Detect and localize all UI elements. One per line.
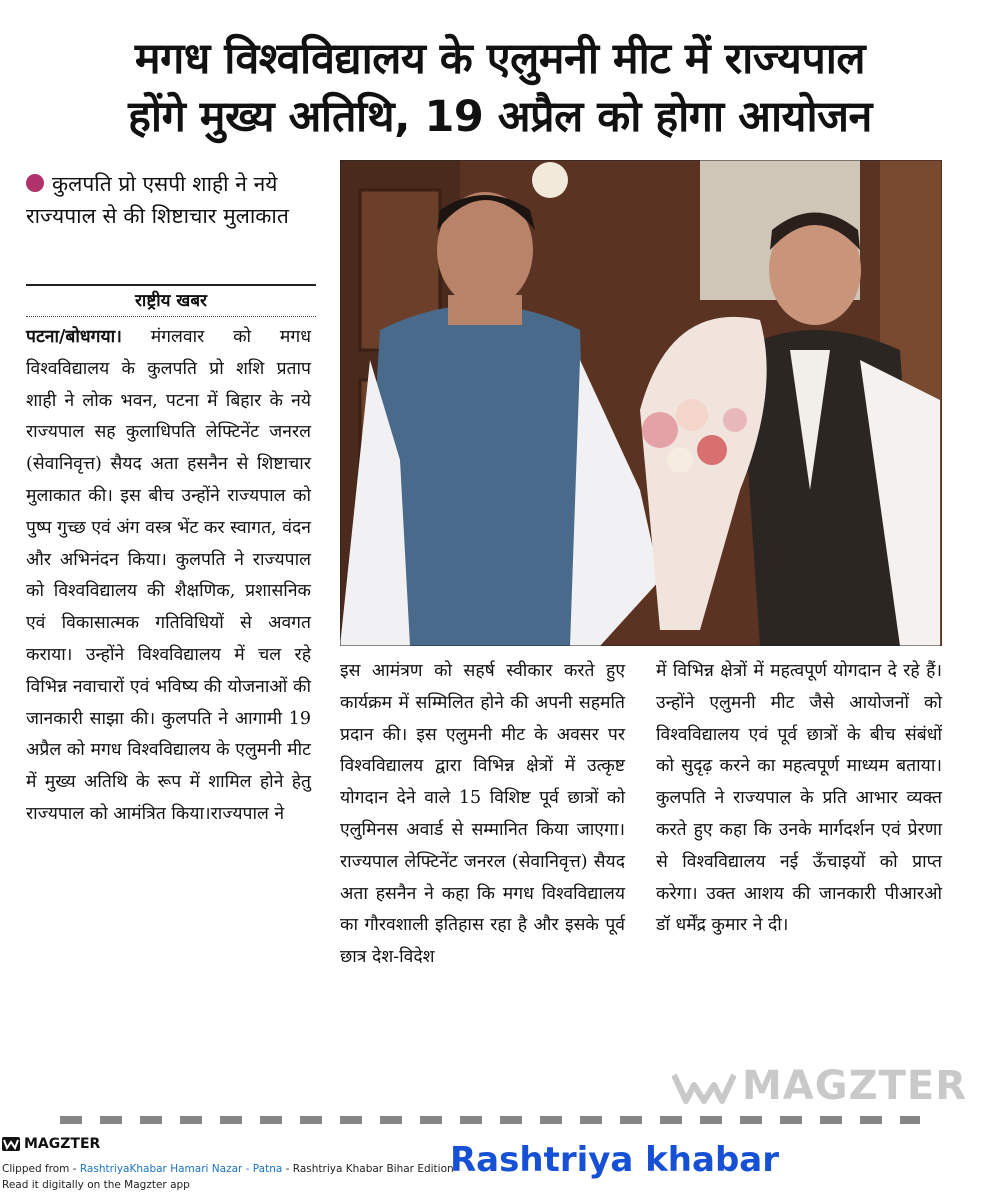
- watermark-text: MAGZTER: [742, 1063, 968, 1109]
- subhead: [26, 168, 316, 232]
- photo-illustration: [340, 160, 942, 646]
- magzter-watermark-icon: [672, 1071, 736, 1105]
- clipped-prefix: Clipped from -: [2, 1163, 80, 1175]
- clipped-source-link[interactable]: RashtriyaKhabar Hamari Nazar - Patna: [79, 1163, 283, 1175]
- dateline: पटना/बोधगया।: [26, 327, 122, 347]
- magzter-logo-icon: [2, 1137, 20, 1151]
- brand-name: Rashtriya khabar: [450, 1140, 779, 1180]
- next-headline-cut: [0, 1108, 1000, 1126]
- news-photo: [340, 160, 942, 646]
- clipped-suffix: - Rashtriya Khabar Bihar Edition: [282, 1163, 454, 1175]
- headline: [0, 30, 1000, 146]
- subhead-text: कुलपति प्रो एसपी शाही ने नये राज्यपाल से की शिष्टाचार मुलाकात: [26, 172, 289, 228]
- magzter-watermark: [672, 1064, 992, 1108]
- bullet-icon: [26, 174, 44, 192]
- clipped-from-line: [2, 1162, 454, 1176]
- cut-text-strip: [60, 1116, 920, 1124]
- headline-line-2: होंगे मुख्य अतिथि, 19 अप्रैल को होगा आयोजन: [128, 92, 872, 142]
- article-column-2: इस आमंत्रण को सहर्ष स्वीकार करते हुए कार्यक्रम में सम्मिलित होने की अपनी सहमति प्रदान की। इस एलुमनी मीट के अवसर पर विश्वविद्यालय द्वारा विभिन्न क्षेत्रों में उत्कृष्ट योगदान देने वाले 15 विशिष्ट पूर्व छात्रों को एलुमिनस अवार्ड से सम्मानित किया जाएगा। राज्यपाल लेफ्टिनेंट जनरल (सेवानिवृत्त) सैयद अता हसनैन ने कहा कि मगध विश्वविद्यालय का गौरवशाली इतिहास रहा है और इसके पूर्व छात्र देश-विदेश: [340, 661, 625, 968]
- read-digitally-line: Read it digitally on the Magzter app: [2, 1179, 190, 1191]
- byline: राष्ट्रीय खबर: [134, 291, 208, 311]
- article-column-3: में विभिन्न क्षेत्रों में महत्वपूर्ण योगदान दे रहे हैं। उन्होंने एलुमनी मीट जैसे आयोजनों को विश्वविद्यालय एवं पूर्व छात्रों के बीच संबंधों को सुदृढ़ करने का महत्वपूर्ण माध्यम बताया। कुलपति ने राज्यपाल के प्रति आभार व्यक्त करते हुए कहा कि उनके मार्गदर्शन एवं प्रेरणा से विश्वविद्यालय नई ऊँचाइयों को प्राप्त करेगा। उक्त आशय की जानकारी पीआरओ डॉ धर्मेंद्र कुमार ने दी।: [656, 661, 942, 936]
- column-1-text: मंगलवार को मगध विश्वविद्यालय के कुलपति प्रो शशि प्रताप शाही ने लोक भवन, पटना में बिहार के नये राज्यपाल सह कुलाधिपति लेफ्टिनेंट जनरल (सेवानिवृत्त) सैयद अता हसनैन से शिष्टाचार मुलाकात की। इस बीच उन्होंने राज्यपाल को पुष्प गुच्छ एवं अंग वस्त्र भेंट कर स्वागत, वंदन और अभिनंदन किया। कुलपति ने राज्यपाल को विश्वविद्यालय की शैक्षणिक, प्रशासनिक एवं विकासात्मक गतिविधियों से अवगत कराया। उन्होंने विश्वविद्यालय में चल रहे विभिन्न नवाचारों एवं भविष्य की योजनाओं की जानकारी साझा की। कुलपति ने आगामी 19 अप्रैल को मगध विश्वविद्यालय के एलुमनी मीट में मुख्य अतिथि के रूप में शामिल होने हेतु राज्यपाल को आमंत्रित किया।राज्यपाल ने: [26, 327, 311, 824]
- headline-line-1: मगध विश्वविद्यालय के एलुमनी मीट में राज्यपाल: [134, 34, 866, 84]
- magzter-logo[interactable]: [2, 1134, 100, 1154]
- byline-box: [26, 284, 316, 317]
- article-column-1: [26, 322, 311, 831]
- footer: [0, 1128, 1000, 1193]
- magzter-logo-text: MAGZTER: [24, 1136, 101, 1152]
